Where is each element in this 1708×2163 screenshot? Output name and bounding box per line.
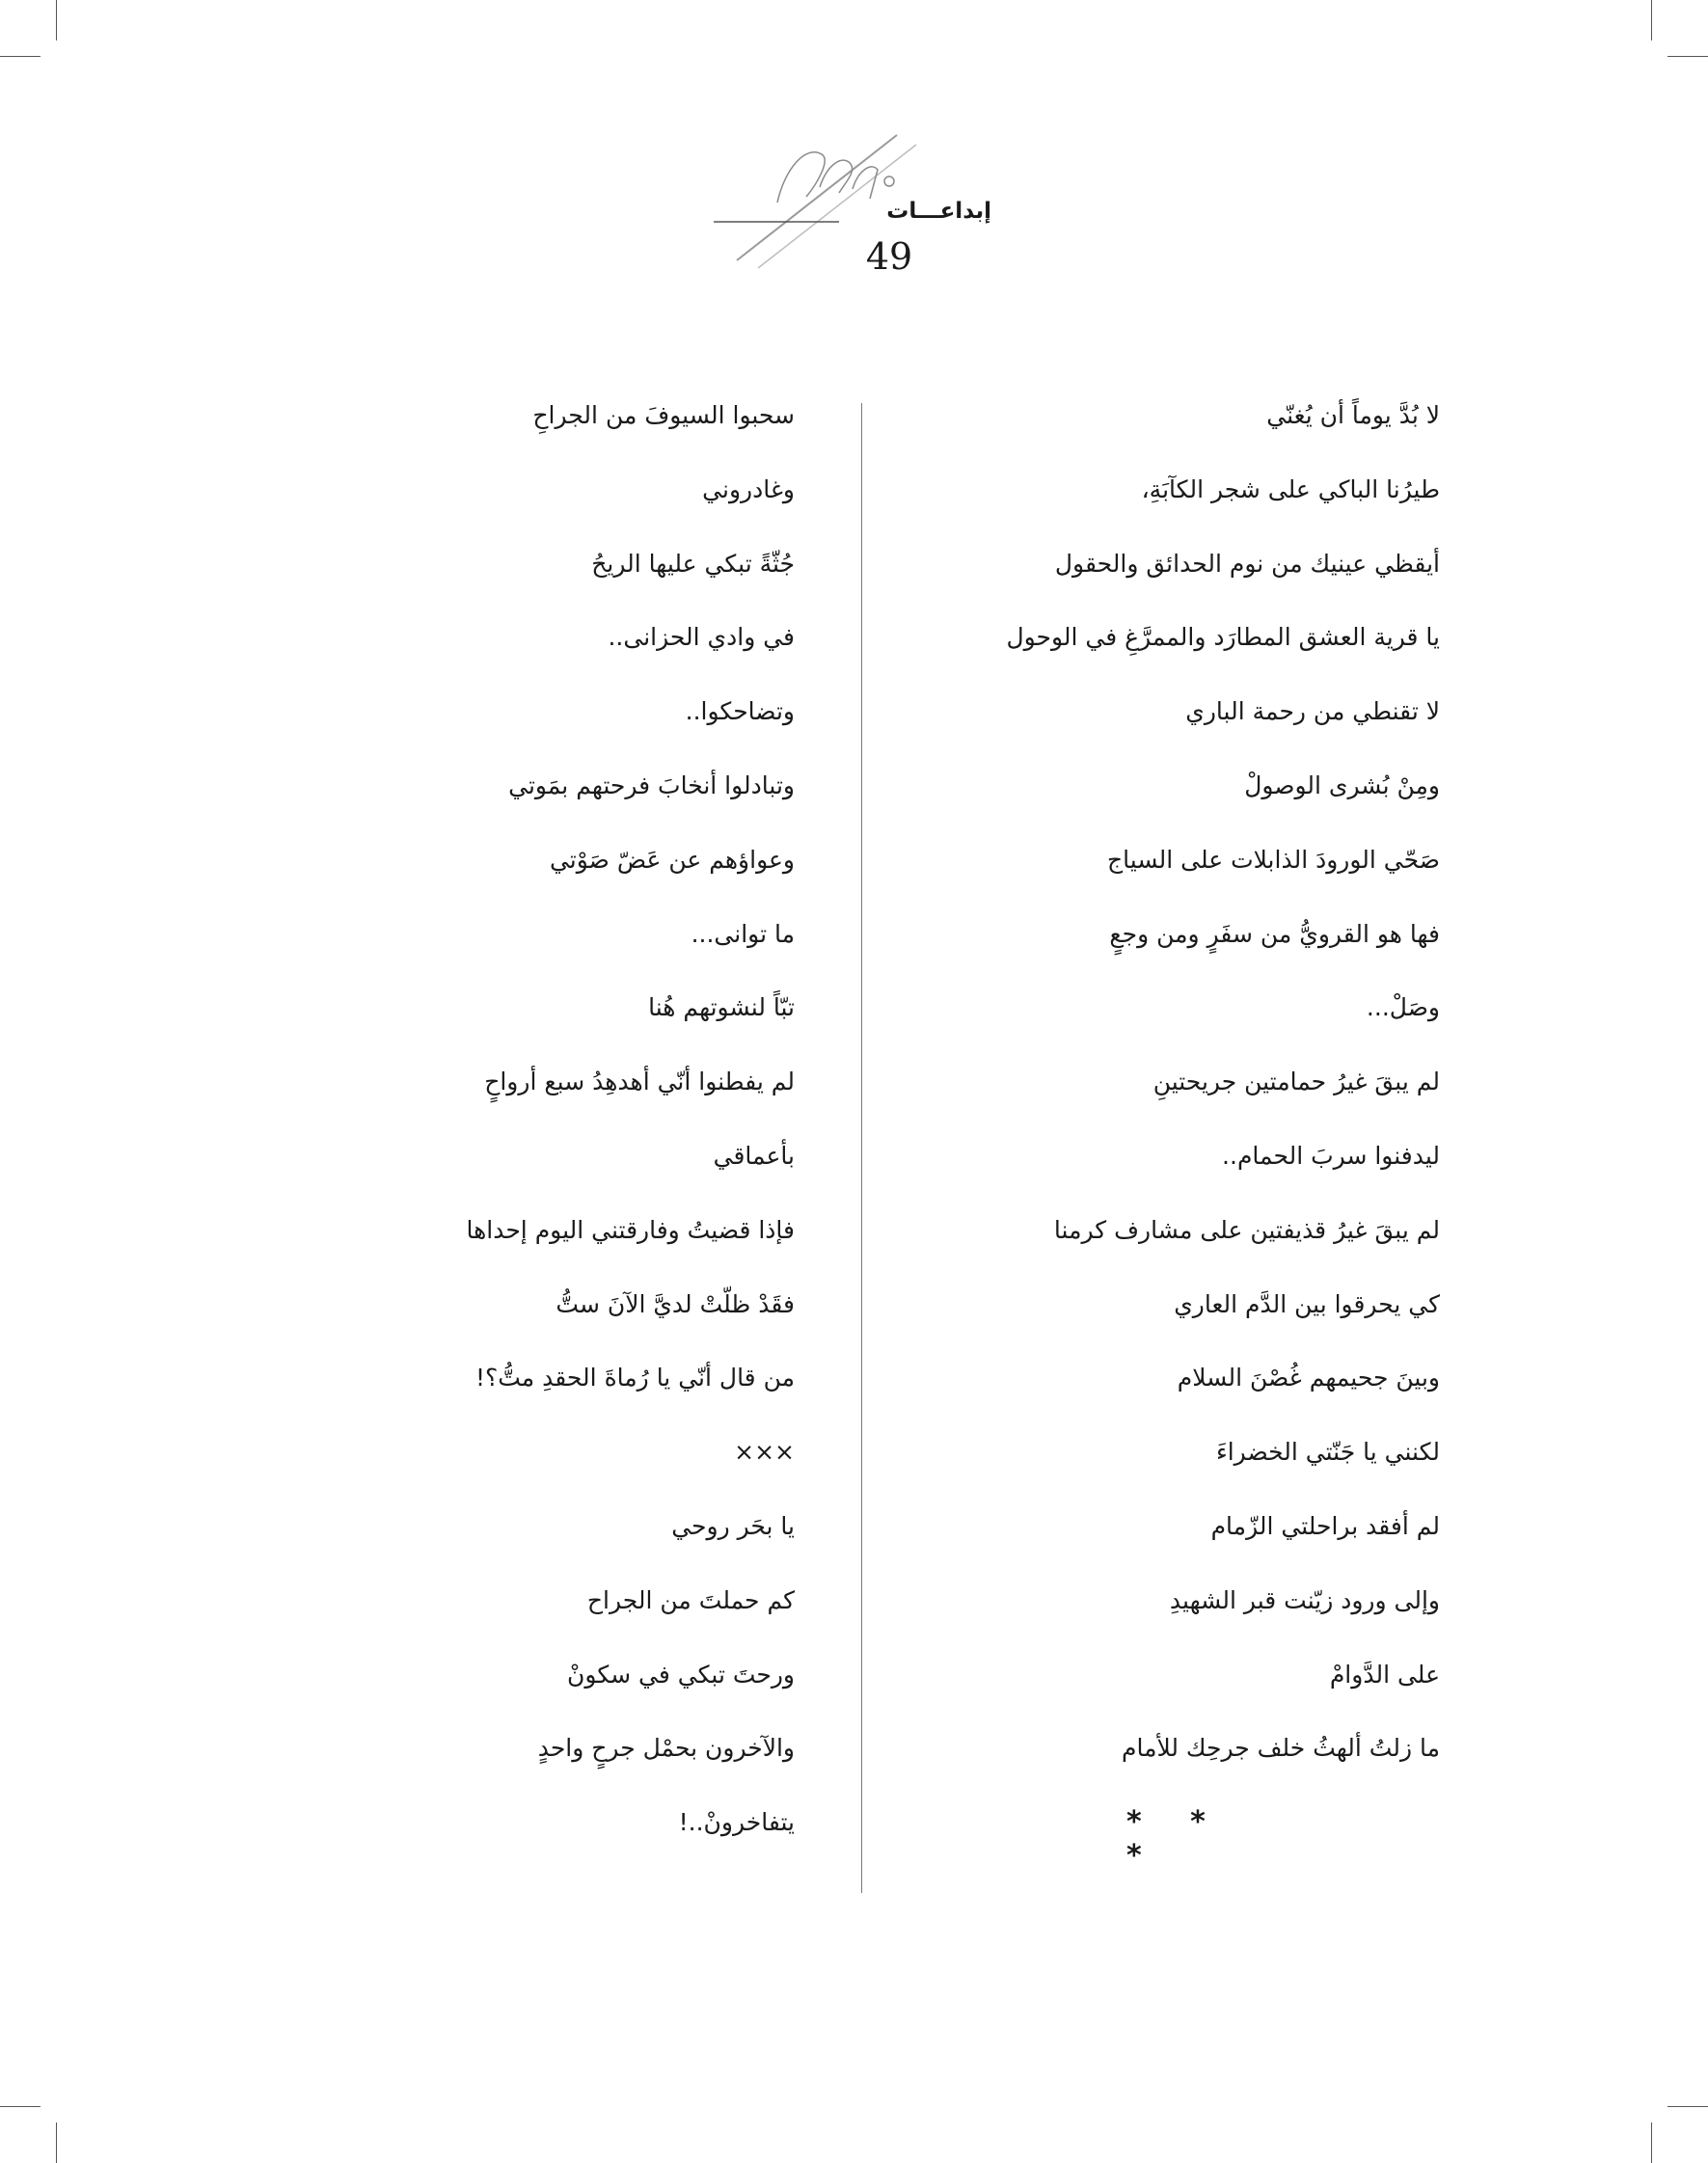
verse-line: وإلى ورود زيّنت قبر الشهيدِ (1169, 1585, 1440, 1614)
verse-line: يا قرية العشق المطارَد والممرَّغِ في الوحول (1006, 623, 1440, 652)
verse-line: ما زلتُ ألهثُ خلف جرحِك للأمام (1121, 1734, 1440, 1763)
verse-line: يتفاخرونْ..! (678, 1808, 795, 1837)
verse-line: لكنني يا جَنّتي الخضراءَ (1215, 1438, 1440, 1467)
verse-line: تبّاً لنشوتهم هُنا (648, 993, 795, 1022)
verse-line: ما توانى... (691, 919, 795, 948)
verse-line: فإذا قضيتُ وفارقتني اليوم إحداها (466, 1215, 795, 1244)
crop-mark-top-right-v (1651, 0, 1652, 41)
verse-line: كي يحرقوا بين الدَّم العاري (1174, 1289, 1440, 1318)
verse-line: يا بحَر روحي (671, 1511, 795, 1540)
verse-line: أيقظي عينيك من نوم الحدائق والحقول (1054, 549, 1440, 578)
crop-mark-bottom-left-v (56, 2122, 57, 2163)
verse-line: ورحتَ تبكي في سكونْ (567, 1660, 795, 1689)
verse-line: جُثّةً تبكي عليها الريحُ (591, 549, 795, 578)
verse-line: لم يبقَ غيرُ حمامتين جريحتينِ (1152, 1068, 1440, 1096)
crop-mark-bottom-right-v (1651, 2122, 1652, 2163)
verse-line: لا بُدَّ يوماً أن يُغنّي (1266, 401, 1440, 429)
verse-line: لا تقنطي من رحمة الباري (1185, 697, 1440, 726)
verse-line: طيرُنا الباكي على شجر الكآبَةِ، (1141, 474, 1440, 503)
verse-line: وبينَ جحيمهم غُصْنَ السلام (1177, 1364, 1440, 1392)
verse-line: فقَدْ ظلّتْ لديَّ الآنَ ستُّ (556, 1289, 795, 1318)
verse-line: سحبوا السيوفَ من الجراحِ (532, 401, 795, 429)
verse-line: لم يبقَ غيرُ قذيفتين على مشارف كرمنا (1053, 1215, 1440, 1244)
crop-mark-bottom-right-h (1667, 2106, 1708, 2107)
verse-line: ومِنْ بُشرى الوصولْ (1244, 771, 1440, 799)
verse-line: في وادي الحزانى.. (608, 623, 795, 652)
verse-line: وتضاحكوا.. (685, 697, 795, 726)
verse-line: صَحّي الورودَ الذابلات على السياج (1107, 845, 1440, 874)
column-divider (861, 403, 862, 1893)
verse-line: من قال أنّي يا رُماةَ الحقدِ متُّ؟! (474, 1364, 795, 1392)
verse-line: ليدفنوا سربَ الحمام.. (1222, 1141, 1440, 1170)
crop-mark-bottom-left-h (0, 2106, 41, 2107)
stanza-separator: ××× (734, 1438, 795, 1467)
verse-line: لم أفقد براحلتي الزّمام (1210, 1511, 1440, 1540)
verse-line: وغادروني (702, 474, 795, 503)
verse-line: وصَلْ... (1366, 993, 1440, 1022)
verse-line: وتبادلوا أنخابَ فرحتهم بمَوتي (508, 771, 795, 799)
section-label: إبداعـــات (886, 199, 991, 224)
verse-line: بأعماقي (713, 1141, 795, 1170)
verse-line: فها هو القرويُّ من سفَرٍ ومن وجعٍ (1109, 919, 1440, 948)
verse-line: والآخرون بحمْل جرحٍ واحدٍ (537, 1734, 795, 1763)
verse-line: لم يفطنوا أنّي أهدهِدُ سبع أرواحٍ (484, 1068, 795, 1096)
poem-left-column (466, 392, 795, 1873)
crop-mark-top-left-v (56, 0, 57, 41)
crop-mark-top-right-h (1667, 56, 1708, 57)
running-header (714, 125, 1032, 289)
page-number: 49 (865, 235, 913, 278)
section-separator: * * * (1126, 1805, 1225, 1873)
verse-line: وعواؤهم عن عَضّ صَوْتي (549, 845, 795, 874)
verse-line: كم حملتَ من الجراح (586, 1585, 795, 1614)
poem-right-column (1006, 392, 1440, 1798)
verse-line: على الدَّوامْ (1329, 1660, 1440, 1689)
crop-mark-top-left-h (0, 56, 41, 57)
